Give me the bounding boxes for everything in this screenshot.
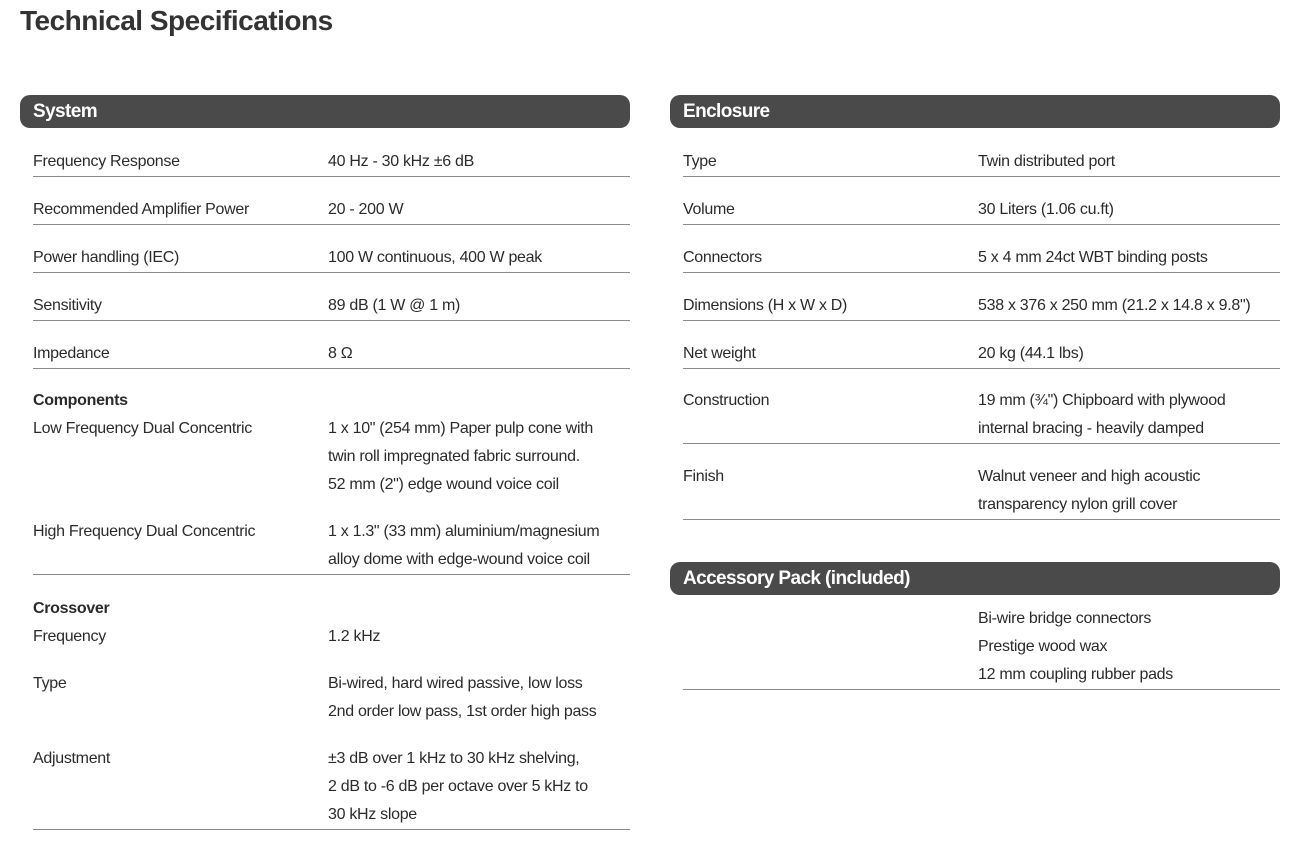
spec-label: Adjustment bbox=[33, 750, 111, 767]
spec-label: Impedance bbox=[33, 345, 110, 362]
spec-value: 100 W continuous, 400 W peak bbox=[328, 249, 542, 266]
spec-row bbox=[683, 463, 1280, 520]
spec-value: ±3 dB over 1 kHz to 30 kHz shelving, 2 dB to -6 dB per octave over 5 kHz to 30 kHz slope bbox=[328, 750, 588, 823]
spec-label: Sensitivity bbox=[33, 297, 102, 314]
page-title: Technical Specifications bbox=[20, 5, 333, 36]
spec-row bbox=[33, 340, 630, 369]
spec-row bbox=[33, 670, 630, 726]
spec-row bbox=[683, 148, 1280, 177]
spec-label: Frequency Response bbox=[33, 153, 180, 170]
spec-row bbox=[683, 340, 1280, 369]
components-heading: Components bbox=[33, 392, 128, 409]
spec-label: Connectors bbox=[683, 249, 762, 266]
spec-row bbox=[683, 196, 1280, 225]
spec-label: Dimensions (H x W x D) bbox=[683, 297, 848, 314]
spec-label: Finish bbox=[683, 468, 724, 485]
accessory-list bbox=[978, 605, 1280, 689]
spec-value: 89 dB (1 W @ 1 m) bbox=[328, 297, 461, 314]
spec-row bbox=[33, 518, 630, 575]
spec-value: 1 x 10" (254 mm) Paper pulp cone with twin roll impregnated fabric surround. 52 mm (2") edge wound voice coil bbox=[328, 420, 593, 493]
enclosure-section bbox=[670, 95, 1280, 690]
spec-row bbox=[33, 745, 630, 830]
spec-label: Recommended Amplifier Power bbox=[33, 201, 249, 218]
spec-label: Net weight bbox=[683, 345, 756, 362]
spec-value: 40 Hz - 30 kHz ±6 dB bbox=[328, 153, 474, 170]
spec-row bbox=[33, 244, 630, 273]
spec-value: 8 Ω bbox=[328, 345, 353, 362]
list-item: 12 mm coupling rubber pads bbox=[978, 666, 1173, 683]
spec-label: Construction bbox=[683, 392, 770, 409]
accessory-rows bbox=[683, 605, 1280, 690]
spec-value: Walnut veneer and high acoustic transparency nylon grill cover bbox=[978, 468, 1201, 513]
spec-row bbox=[683, 387, 1280, 444]
spec-row bbox=[33, 292, 630, 321]
accessory-row bbox=[683, 605, 1280, 690]
system-rows bbox=[33, 148, 630, 830]
spec-value: Twin distributed port bbox=[978, 153, 1115, 170]
spec-row bbox=[33, 148, 630, 177]
spec-row bbox=[33, 623, 630, 651]
spec-label bbox=[683, 605, 978, 689]
enclosure-rows bbox=[683, 148, 1280, 520]
spec-row bbox=[683, 292, 1280, 321]
spec-value: 1 x 1.3" (33 mm) aluminium/magnesium alloy dome with edge-wound voice coil bbox=[328, 523, 600, 568]
spec-value: 5 x 4 mm 24ct WBT binding posts bbox=[978, 249, 1208, 266]
spec-value: Bi-wired, hard wired passive, low loss 2nd order low pass, 1st order high pass bbox=[328, 675, 597, 720]
spec-value: 1.2 kHz bbox=[328, 628, 381, 645]
enclosure-header: Enclosure bbox=[670, 95, 1280, 128]
spec-label: Type bbox=[33, 675, 67, 692]
spec-label: Type bbox=[683, 153, 717, 170]
spec-label: Power handling (IEC) bbox=[33, 249, 180, 266]
spec-value: 20 kg (44.1 lbs) bbox=[978, 345, 1084, 362]
spec-value: 30 Liters (1.06 cu.ft) bbox=[978, 201, 1114, 218]
spec-label: Volume bbox=[683, 201, 735, 218]
spec-row bbox=[683, 244, 1280, 273]
list-item: Bi-wire bridge connectors bbox=[978, 610, 1152, 627]
crossover-heading: Crossover bbox=[33, 600, 110, 617]
accessory-header: Accessory Pack (included) bbox=[670, 562, 1280, 595]
spec-label: High Frequency Dual Concentric bbox=[33, 523, 256, 540]
spec-label: Frequency bbox=[33, 628, 106, 645]
spec-row bbox=[33, 196, 630, 225]
system-header: System bbox=[20, 95, 630, 128]
spec-value: 20 - 200 W bbox=[328, 201, 404, 218]
system-section bbox=[20, 95, 630, 830]
spec-value: 19 mm (¾") Chipboard with plywood internal bracing - heavily damped bbox=[978, 392, 1226, 437]
spec-label: Low Frequency Dual Concentric bbox=[33, 420, 252, 437]
accessory-section bbox=[670, 562, 1280, 690]
spec-row bbox=[33, 415, 630, 499]
spec-value: 538 x 376 x 250 mm (21.2 x 14.8 x 9.8") bbox=[978, 297, 1251, 314]
list-item: Prestige wood wax bbox=[978, 638, 1108, 655]
